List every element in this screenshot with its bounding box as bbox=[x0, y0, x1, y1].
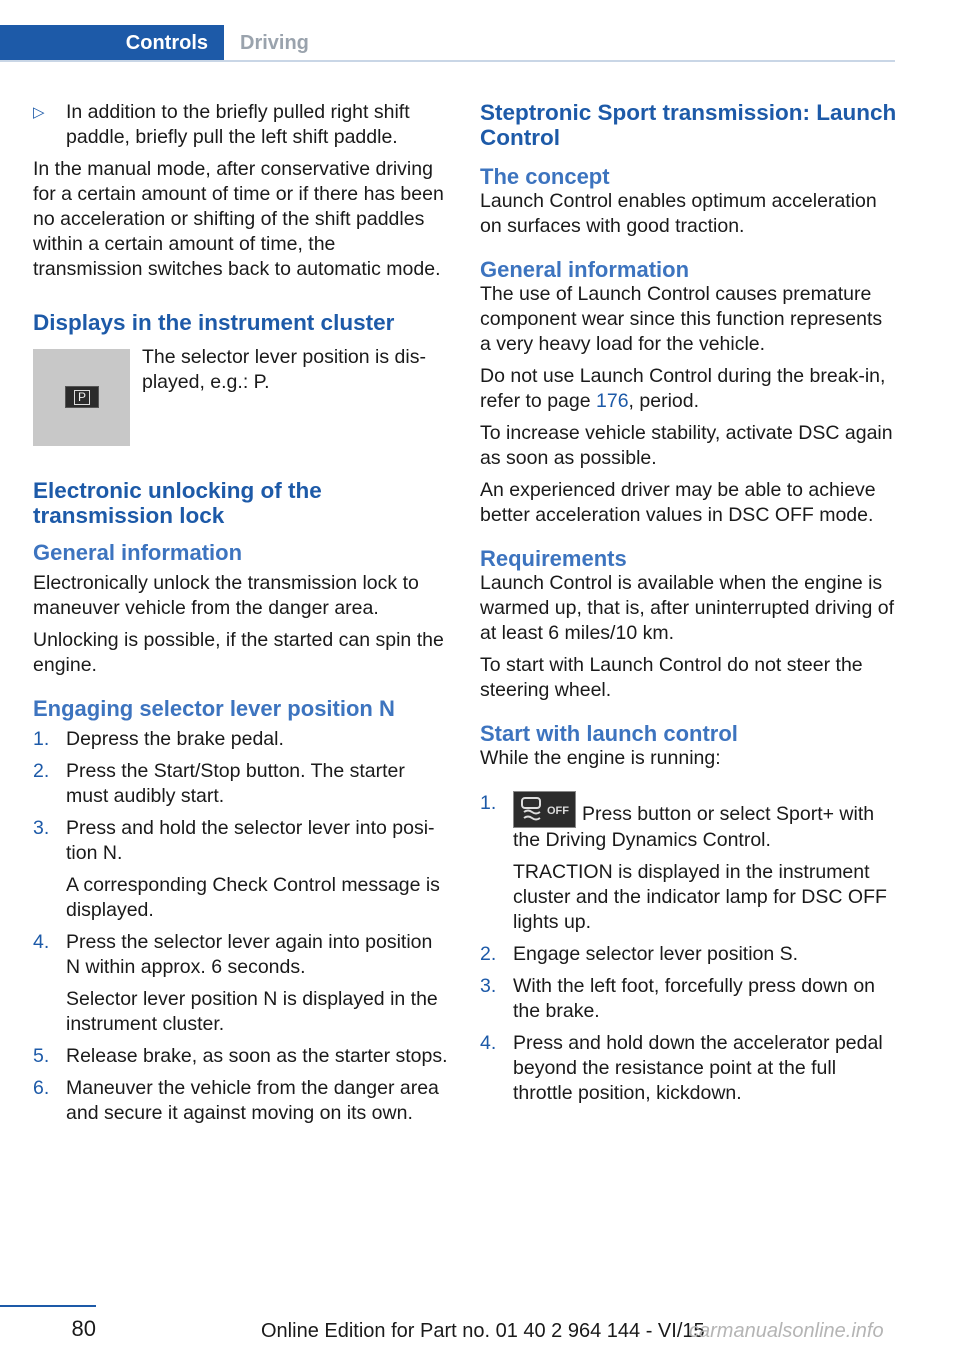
list-item: 5. Release brake, as soon as the starter stops. bbox=[33, 1045, 448, 1067]
requirements-paragraph-2: To start with Launch Control do not steer the steering wheel. bbox=[480, 654, 863, 701]
list-item: 3. With the left foot, forcefully press down on the brake. bbox=[480, 975, 876, 1022]
requirements-heading: Requirements bbox=[480, 546, 627, 571]
list-item: 4. Press and hold down the accelerator pedal beyond the resistance point at the full throttle position, kickdown. bbox=[480, 1032, 883, 1104]
general-paragraph-3: To increase vehicle stability, activate DSC again as soon as possible. bbox=[480, 422, 893, 469]
list-item: 6. Maneuver the vehicle from the danger area and secure it against moving on its own. bbox=[33, 1077, 439, 1124]
list-item: 1. Depress the brake pedal. bbox=[33, 728, 284, 750]
display-description: The selector lever position is displayed, e.g.: P. bbox=[142, 346, 426, 393]
triangle-bullet-icon: ▷ bbox=[33, 104, 45, 121]
selector-position-letter: P bbox=[74, 390, 90, 405]
header-divider bbox=[0, 60, 895, 62]
concept-heading: The concept bbox=[480, 164, 610, 189]
general-info-heading-right: General information bbox=[480, 257, 690, 282]
right-column bbox=[480, 100, 898, 1113]
start-heading: Start with launch control bbox=[480, 721, 738, 746]
svg-text:OFF: OFF bbox=[547, 805, 569, 817]
engaging-steps-list bbox=[33, 727, 448, 1126]
list-item: 3. Press and hold the selector lever into position N. A corresponding Check Control message is displayed. bbox=[33, 817, 440, 921]
general-paragraph-1: Electronically unlock the transmission lock to maneuver vehicle from the danger area. bbox=[33, 572, 419, 619]
manual-mode-paragraph: In the manual mode, after conservative driving for a certain amount of time or if there has been no acceleration or shifting of the shift paddles within a certain amount of time, the transmission switches back to automatic mode. bbox=[33, 158, 444, 280]
start-intro: While the engine is running: bbox=[480, 747, 721, 769]
watermark: carmanualsonline.info bbox=[689, 1320, 884, 1342]
page-reference-link[interactable]: 176 bbox=[596, 390, 629, 412]
general-paragraph-4: An experienced driver may be able to achieve better acceleration values in DSC OFF mode. bbox=[480, 479, 876, 526]
list-item: 2. Engage selector lever position S. bbox=[480, 943, 799, 965]
selector-position-display-icon bbox=[65, 386, 99, 408]
displays-heading: Displays in the instrument cluster bbox=[33, 310, 395, 335]
page-number: 80 bbox=[71, 1316, 96, 1341]
instrument-cluster-image bbox=[33, 349, 130, 446]
unlock-heading: Electronic unlocking of the transmission lock bbox=[33, 478, 322, 528]
engaging-heading: Engaging selector lever position N bbox=[33, 696, 395, 721]
page-header bbox=[0, 0, 960, 64]
general-paragraph-2: Do not use Launch Control during the break-in, refer to page 176, period. bbox=[480, 365, 886, 412]
footer-divider bbox=[0, 1305, 96, 1307]
display-block bbox=[33, 345, 448, 446]
general-paragraph-1: The use of Launch Control causes premature component wear since this function represents a very heavy load for the vehicle. bbox=[480, 283, 883, 355]
left-column bbox=[33, 100, 448, 1133]
launch-control-heading: Steptronic Sport transmission: Launch Control bbox=[480, 100, 897, 150]
tab-driving[interactable]: Driving bbox=[240, 31, 309, 54]
general-paragraph-2: Unlocking is possible, if the started can spin the engine. bbox=[33, 629, 444, 676]
list-item: 4. Press the selector lever again into position N within approx. 6 seconds. Selector lever position N is displayed in the instrument cluster. bbox=[33, 931, 438, 1035]
bullet-item bbox=[33, 100, 448, 150]
concept-paragraph: Launch Control enables optimum acceleration on surfaces with good traction. bbox=[480, 190, 877, 237]
dsc-off-button-icon bbox=[513, 791, 576, 828]
bullet-text: In addition to the briefly pulled right shift paddle, briefly pull the left shift paddle. bbox=[66, 101, 410, 148]
tab-controls[interactable]: Controls bbox=[0, 25, 224, 61]
list-item: 2. Press the Start/Stop button. The starter must audibly start. bbox=[33, 760, 405, 807]
edition-text: Online Edition for Part no. 01 40 2 964 144 - VI/15 bbox=[261, 1320, 705, 1342]
general-info-heading-left: General information bbox=[33, 540, 243, 565]
list-item: 1. OFF Press button or select Sport+ with the Driving Dynamics Control. TRACTION is displayed in the instrument cluster and the indicator lamp for DSC OFF lights up. bbox=[480, 792, 887, 933]
launch-steps-list bbox=[480, 791, 898, 1106]
requirements-paragraph-1: Launch Control is available when the engine is warmed up, that is, after uninterrupted driving of at least 6 miles/10 km. bbox=[480, 572, 895, 644]
